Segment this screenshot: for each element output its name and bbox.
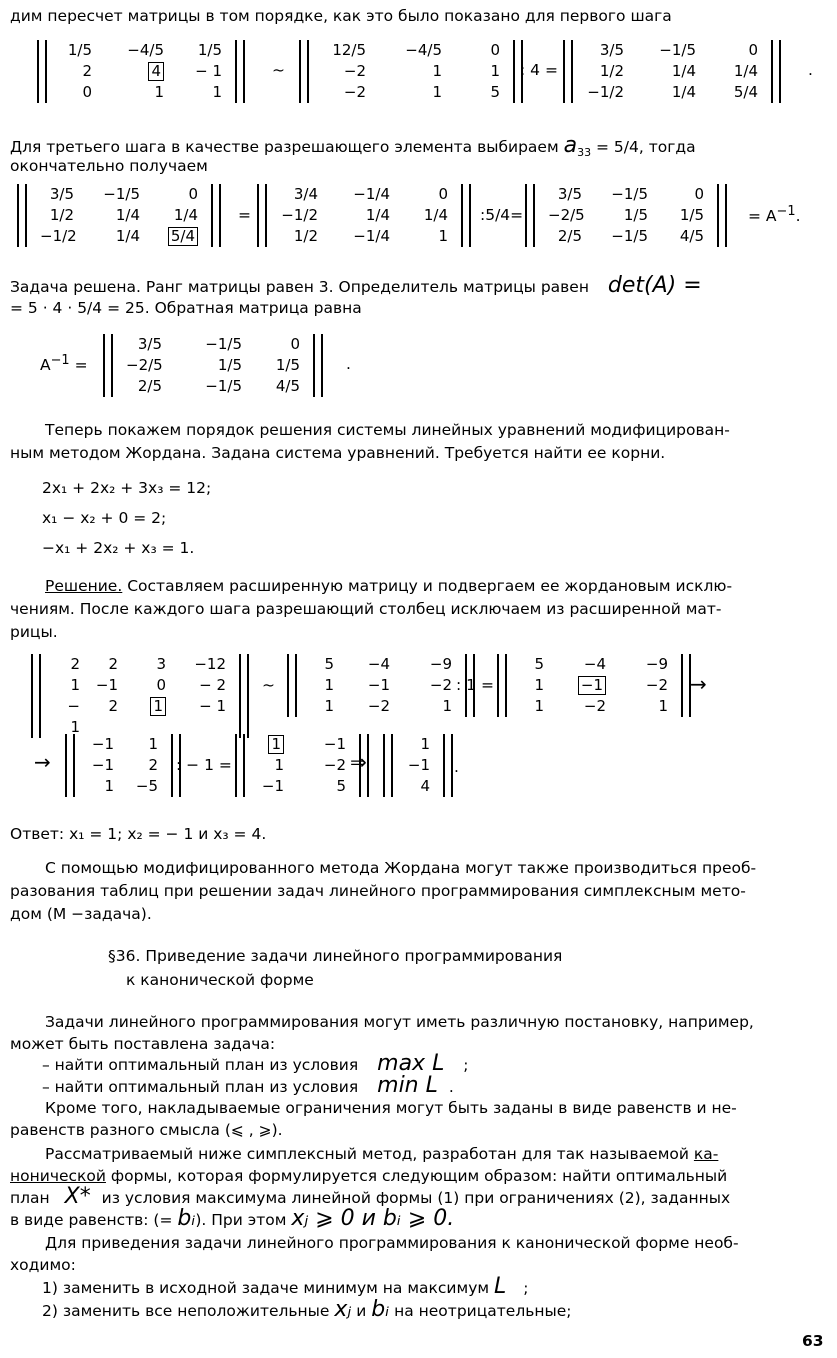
matrix-cell: −1 [323,735,346,753]
matrix-cell: 1 [70,676,80,694]
text-line: чениям. После каждого шага разрешающий столбец исключаем из расширенной мат- [10,600,722,618]
arrow-right: → [34,750,51,774]
matrix-cell: −1 [261,777,284,795]
text-line: равенств разного смысла (⩽ , ⩾). [10,1121,283,1139]
matrix-cell: 1/4 [733,62,758,80]
matrix-cell: 2/5 [137,377,162,395]
matrix-cell: 2 [82,62,92,80]
matrix-cell: 1 [420,735,430,753]
matrix-cell: 1/4 [671,83,696,101]
handwritten-det: det(A) = [607,273,702,298]
text-line: Рассматриваемый ниже симплексный метод, разработан для так называемой ка- [45,1145,719,1163]
matrix-cell: −1 [91,735,114,753]
matrix-cell: −1/5 [205,335,242,353]
matrix-cell: 1/5 [679,206,704,224]
equation: 2x₁ + 2x₂ + 3x₃ = 12; [42,479,212,497]
inverse-label: $A^{-1}$ = [40,353,88,375]
matrix-cell: 5 [336,777,346,795]
equals-sign: = [238,206,251,224]
matrix-cell: − 1 [195,62,222,80]
matrix-cell: 1/4 [115,227,140,245]
equation: −x₁ + 2x₂ + x₃ = 1. [42,539,195,557]
handwritten-b-i: bᵢ [371,1297,390,1322]
divide-op: : − 1 = [176,756,232,774]
implies-arrow: ⇒ [350,750,367,774]
matrix-cell: 2 [148,756,158,774]
section-heading: §36. Приведение задачи линейного программирования [108,947,563,965]
text-line: план X* из условия максимума линейной формы (1) при ограничениях (2), заданных [10,1184,731,1209]
matrix-cell: 2 [108,697,118,715]
matrix-cell: 3/4 [293,185,318,203]
matrix-cell: 1/2 [49,206,74,224]
text-line: дим пересчет матрицы в том порядке, как это было показано для первого шага [10,7,672,25]
matrix-cell: −4/5 [127,41,164,59]
matrix-cell: −1 [95,676,118,694]
matrix-cell: −4/5 [405,41,442,59]
matrix-cell: 1 [154,83,164,101]
matrix-cell: 1 [274,756,284,774]
matrix-cell: 1 [104,777,114,795]
matrix-cell: 1/4 [173,206,198,224]
pivot-element: 1 [268,735,284,754]
matrix-cell: 12/5 [332,41,366,59]
matrix-cell: 1/4 [423,206,448,224]
text-line: дом (М −задача). [10,905,152,923]
matrix-cell: 5 [324,655,334,673]
matrix-cell: 4 [420,777,430,795]
matrix-m11 [62,734,184,797]
pivot-element: 5/4 [168,227,198,246]
matrix-cell: −1/4 [353,185,390,203]
matrix-cell: −1/5 [611,227,648,245]
similar-sign: ~ [272,61,285,79]
matrix-cell: 3/5 [599,41,624,59]
text-line: ным методом Жордана. Задана система уравнений. Требуется найти ее корни. [10,444,666,462]
matrix-cell: 1/2 [293,227,318,245]
period: . [808,61,813,79]
matrix-cell: −1/5 [611,185,648,203]
matrix-cell: −1/5 [659,41,696,59]
text-line: Для приведения задачи линейного программирования к канонической форме необ- [45,1234,739,1252]
text-line: рицы. [10,623,58,641]
matrix-m10 [494,654,694,717]
text-line: Задачи линейного программирования могут иметь различную постановку, например, [45,1013,754,1031]
matrix-m13 [380,734,456,797]
matrix-m4 [14,184,224,247]
matrix-cell: 0 [438,185,448,203]
matrix-cell: 2 [70,655,80,673]
list-item: 2) заменить все неположительные xⱼ и bᵢ на неотрицательные; [42,1297,572,1322]
arrow-right: → [690,672,707,696]
period: . [454,758,459,776]
text-line: Теперь покажем порядок решения системы линейных уравнений модифицирован- [45,421,730,439]
matrix-cell: 1/5 [623,206,648,224]
matrix-m7 [100,334,326,397]
matrix-cell: 2 [108,655,118,673]
handwritten-condition: xⱼ ⩾ 0 и bᵢ ⩾ 0. [291,1206,455,1231]
matrix-cell: − 1 [67,697,80,736]
handwritten-x-star: X* [64,1184,91,1209]
matrix-cell: 5 [534,655,544,673]
divide-op: :5/4= [480,206,524,224]
matrix-cell: 0 [82,83,92,101]
list-item: 1) заменить в исходной задаче минимум на максимум L ; [42,1274,529,1299]
matrix-cell: 1/4 [671,62,696,80]
text-line: Задача решена. Ранг матрицы равен 3. Определитель матрицы равен det(A) = [10,273,702,298]
divide-op: : 4 = [520,61,558,79]
text-line: разования таблиц при решении задач линейного программирования симплексным мето- [10,882,746,900]
matrix-cell: 0 [694,185,704,203]
matrix-cell: 4/5 [275,377,300,395]
list-item: – найти оптимальный план из условия max L ; [42,1051,469,1076]
handwritten-x-j: xⱼ [334,1297,352,1322]
matrix-m6 [522,184,730,247]
matrix-cell: −2 [429,676,452,694]
text-line: нонической формы, которая формулируется следующим образом: найти оптимальный [10,1167,728,1185]
matrix-cell: 1/5 [67,41,92,59]
text-line: Решение. Составляем расширенную матрицу и подвергаем ее жордановым исклю- [45,577,733,595]
matrix-cell: 1 [534,676,544,694]
text-line: Кроме того, накладываемые ограничения могут быть заданы в виде равенств и не- [45,1099,737,1117]
matrix-cell: 1 [438,227,448,245]
text-line: может быть поставлена задача: [10,1035,276,1053]
matrix-cell: −9 [645,655,668,673]
solution-label: Решение. [45,577,123,595]
matrix-cell: 0 [188,185,198,203]
matrix-cell: 0 [490,41,500,59]
list-item: – найти оптимальный план из условия min L . [42,1073,454,1098]
matrix-cell: 5 [490,83,500,101]
text-line: окончательно получаем [10,157,208,175]
matrix-cell: 1 [442,697,452,715]
matrix-cell: −2 [645,676,668,694]
matrix-cell: 1 [148,735,158,753]
matrix-cell: 0 [290,335,300,353]
matrix-cell: −1 [91,756,114,774]
matrix-m2 [296,40,526,103]
matrix-cell: 1 [658,697,668,715]
text-line: = 5 · 4 · 5/4 = 25. Обратная матрица равна [10,299,362,317]
matrix-cell: −2 [343,62,366,80]
pivot-element: 1 [150,697,166,716]
answer-line: Ответ: x₁ = 1; x₂ = − 1 и x₃ = 4. [10,825,267,843]
similar-sign: ~ [262,676,275,694]
matrix-cell: 1 [432,62,442,80]
matrix-cell: −12 [194,655,226,673]
matrix-cell: 1/5 [197,41,222,59]
matrix-cell: −2/5 [548,206,585,224]
equation: x₁ − x₂ + 0 = 2; [42,509,167,527]
handwritten-min-l: min L [377,1073,438,1098]
matrix-cell: −1/2 [40,227,77,245]
matrix-cell: −5 [135,777,158,795]
matrix-cell: −2 [343,83,366,101]
matrix-cell: 1/2 [599,62,624,80]
page-number: 63 [802,1332,824,1350]
matrix-cell: 1 [212,83,222,101]
matrix-cell: 1 [324,676,334,694]
handwritten-b-i: bᵢ [177,1206,196,1231]
matrix-cell: −4 [367,655,390,673]
matrix-m8 [28,654,252,738]
matrix-cell: −1 [407,756,430,774]
divide-op: : 1 = [456,676,494,694]
matrix-cell: −9 [429,655,452,673]
matrix-cell: −2 [583,697,606,715]
matrix-cell: 3/5 [137,335,162,353]
text-line: Для третьего шага в качестве разрешающего элемента выбираем $a_{33} = 5/4$, тогда [10,133,696,160]
inverse-result: = $A^{-1}$. [748,204,801,226]
matrix-cell: 3 [156,655,166,673]
matrix-m5 [254,184,474,247]
matrix-cell: −2 [323,756,346,774]
matrix-cell: −1 [367,676,390,694]
matrix-cell: 1/5 [217,356,242,374]
matrix-cell: 1 [490,62,500,80]
matrix-cell: −4 [583,655,606,673]
matrix-m3 [560,40,784,103]
matrix-cell: − 2 [199,676,226,694]
matrix-cell: 2/5 [557,227,582,245]
matrix-cell: −1/5 [205,377,242,395]
handwritten-l: L [494,1274,507,1299]
matrix-cell: −1/4 [353,227,390,245]
matrix-cell: −1/2 [281,206,318,224]
matrix-cell: 0 [748,41,758,59]
matrix-cell: 3/5 [49,185,74,203]
matrix-cell: 1 [534,697,544,715]
matrix-cell: −1/5 [103,185,140,203]
matrix-cell: 5/4 [733,83,758,101]
matrix-cell: 1/4 [115,206,140,224]
matrix-cell: −2 [367,697,390,715]
matrix-cell: 4/5 [679,227,704,245]
matrix-cell: 0 [156,676,166,694]
text-line: ходимо: [10,1256,76,1274]
matrix-m9 [284,654,478,717]
matrix-cell: 1 [432,83,442,101]
pivot-element: 4 [148,62,164,81]
period: . [346,355,351,373]
matrix-cell: −2/5 [126,356,163,374]
matrix-cell: − 1 [199,697,226,715]
text-line: в виде равенств: (= bᵢ). При этом xⱼ ⩾ 0 и bᵢ ⩾ 0. [10,1206,455,1231]
handwritten-variable: a [563,133,578,158]
handwritten-max-l: max L [377,1051,445,1076]
matrix-cell: 1/4 [365,206,390,224]
matrix-cell: 3/5 [557,185,582,203]
matrix-cell: 1 [324,697,334,715]
matrix-cell: 1/5 [275,356,300,374]
pivot-element: −1 [578,676,606,695]
matrix-cell: −1/2 [587,83,624,101]
text-line: С помощью модифицированного метода Жордана могут также производиться преоб- [45,859,757,877]
section-heading: к канонической форме [126,971,314,989]
matrix-m1 [34,40,248,103]
